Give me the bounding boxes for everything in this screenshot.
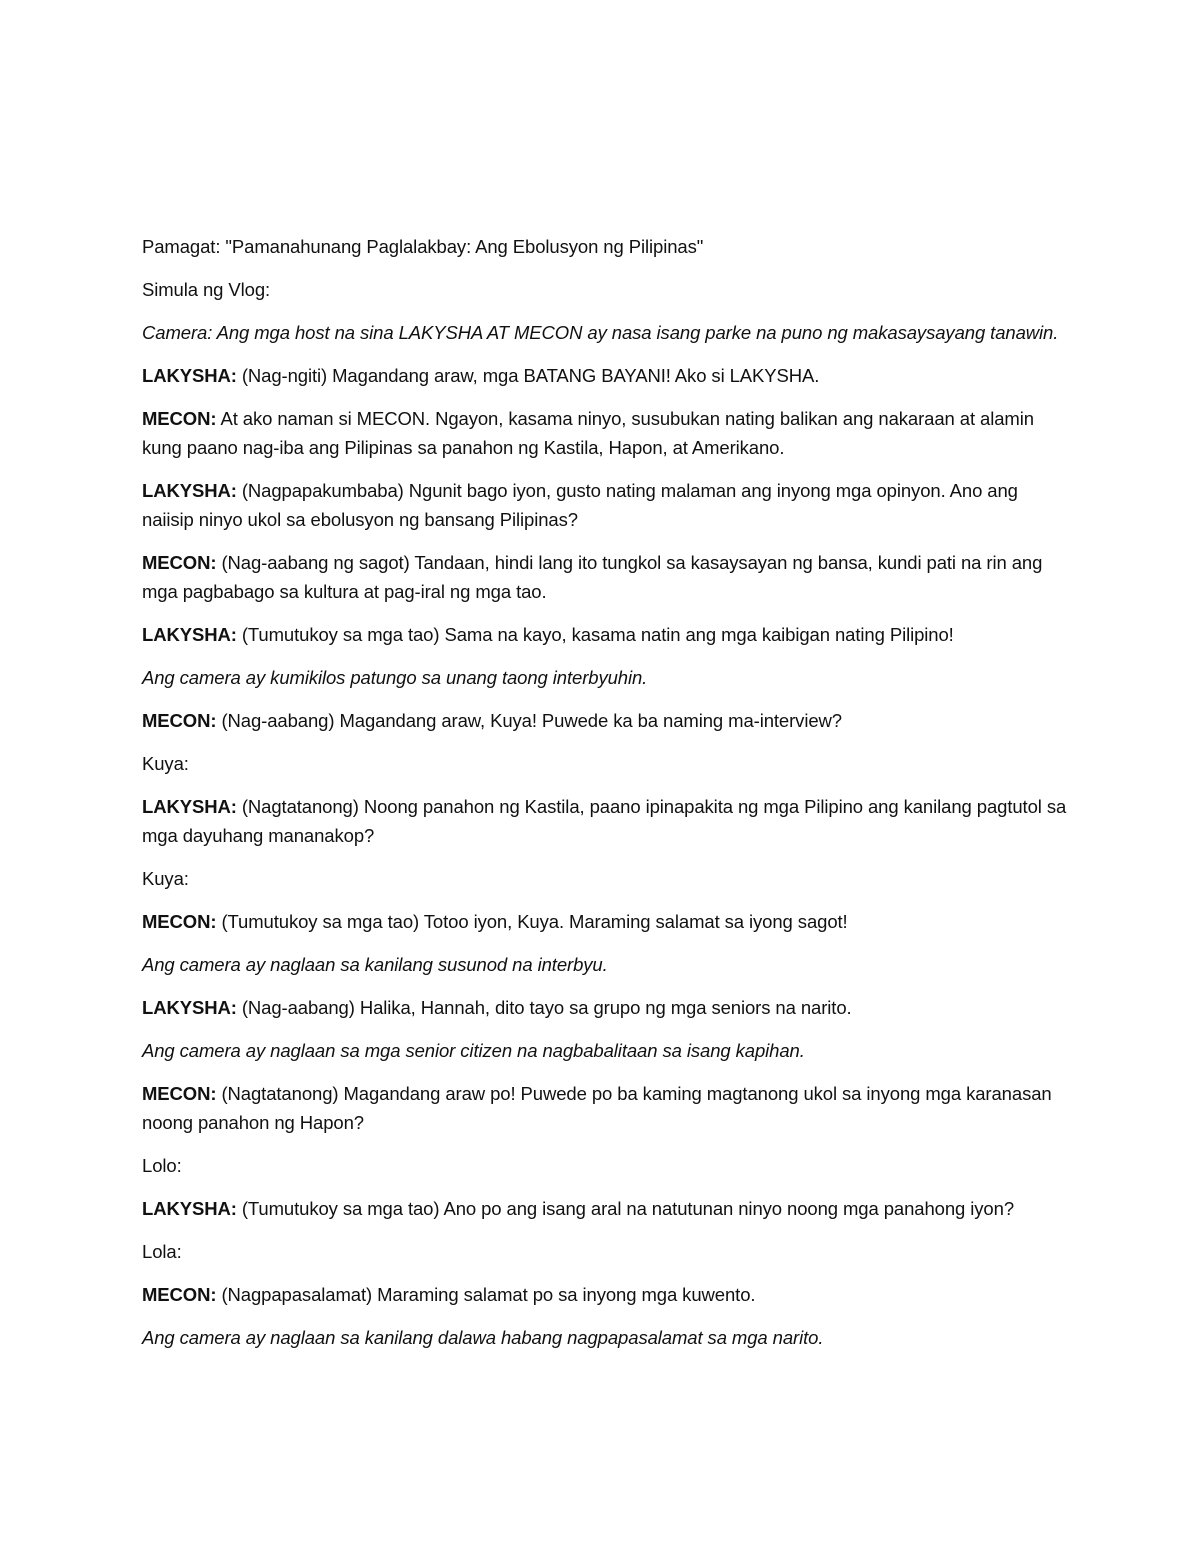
dialogue-text: (Nagtatanong) Noong panahon ng Kastila, paano ipinapakita ng mga Pilipino ang kanilang pagtutol sa mga dayuhang mananakop?	[142, 796, 1067, 846]
dialogue-line	[142, 993, 1072, 1022]
dialogue-line	[142, 361, 1072, 390]
dialogue-line	[142, 1280, 1072, 1309]
dialogue-line	[142, 792, 1072, 850]
dialogue-text: (Nagpapakumbaba) Ngunit bago iyon, gusto nating malaman ang inyong mga opinyon. Ano ang naiisip ninyo ukol sa ebolusyon ng bansang Pilipinas?	[142, 480, 1018, 530]
dialogue-text: (Nagpapasalamat) Maraming salamat po sa inyong mga kuwento.	[221, 1284, 756, 1305]
dialogue-text: (Tumutukoy sa mga tao) Ano po ang isang aral na natutunan ninyo noong mga panahong iyon?	[241, 1198, 1015, 1219]
dialogue-text: (Nag-aabang ng sagot) Tandaan, hindi lang ito tungkol sa kasaysayan ng bansa, kundi pati na rin ang mga pagbabago sa kultura at pag-iral ng mga tao.	[142, 552, 1043, 602]
dialogue-text: (Tumutukoy sa mga tao) Sama na kayo, kasama natin ang mga kaibigan nating Pilipino!	[241, 624, 954, 645]
script-line: Lola:	[142, 1241, 182, 1262]
dialogue-line	[142, 706, 1072, 735]
speaker-name: LAKYSHA:	[142, 365, 237, 386]
dialogue-line	[142, 404, 1072, 462]
dialogue-line	[142, 1194, 1072, 1223]
speaker-name: MECON:	[142, 1083, 217, 1104]
speaker-name: MECON:	[142, 552, 217, 573]
stage-direction: Ang camera ay naglaan sa kanilang susunod na interbyu.	[142, 954, 608, 975]
script-line: Lolo:	[142, 1155, 182, 1176]
dialogue-line	[142, 620, 1072, 649]
speaker-name: LAKYSHA:	[142, 1198, 237, 1219]
speaker-name: LAKYSHA:	[142, 796, 237, 817]
dialogue-line	[142, 907, 1072, 936]
dialogue-line	[142, 548, 1072, 606]
script-line: Simula ng Vlog:	[142, 279, 271, 300]
dialogue-text: (Nagtatanong) Magandang araw po! Puwede po ba kaming magtanong ukol sa inyong mga karanasan noong panahon ng Hapon?	[142, 1083, 1052, 1133]
dialogue-text: (Nag-aabang) Halika, Hannah, dito tayo sa grupo ng mga seniors na narito.	[241, 997, 852, 1018]
stage-direction: Ang camera ay naglaan sa mga senior citizen na nagbabalitaan sa isang kapihan.	[142, 1040, 805, 1061]
script-line: Kuya:	[142, 868, 189, 889]
speaker-name: MECON:	[142, 1284, 217, 1305]
dialogue-text: (Nag-aabang) Magandang araw, Kuya! Puwede ka ba naming ma-interview?	[221, 710, 842, 731]
stage-direction: Ang camera ay naglaan sa kanilang dalawa habang nagpapasalamat sa mga narito.	[142, 1327, 824, 1348]
speaker-name: MECON:	[142, 408, 217, 429]
dialogue-text: At ako naman si MECON. Ngayon, kasama ninyo, susubukan nating balikan ang nakaraan at alamin kung paano nag-iba ang Pilipinas sa panahon ng Kastila, Hapon, at Amerikano.	[142, 408, 1034, 458]
speaker-name: MECON:	[142, 710, 217, 731]
dialogue-line	[142, 1079, 1072, 1137]
speaker-name: MECON:	[142, 911, 217, 932]
stage-direction: Ang camera ay kumikilos patungo sa unang taong interbyuhin.	[142, 667, 648, 688]
script-line: Kuya:	[142, 753, 189, 774]
speaker-name: LAKYSHA:	[142, 997, 237, 1018]
dialogue-line	[142, 476, 1072, 534]
document-title: Pamagat: "Pamanahunang Paglalakbay: Ang Ebolusyon ng Pilipinas"	[142, 236, 704, 257]
speaker-name: LAKYSHA:	[142, 480, 237, 501]
dialogue-text: (Tumutukoy sa mga tao) Totoo iyon, Kuya. Maraming salamat sa iyong sagot!	[221, 911, 848, 932]
stage-direction: Camera: Ang mga host na sina LAKYSHA AT MECON ay nasa isang parke na puno ng makasaysayang tanawin.	[142, 322, 1059, 343]
script-body	[142, 232, 1072, 1366]
speaker-name: LAKYSHA:	[142, 624, 237, 645]
dialogue-text: (Nag-ngiti) Magandang araw, mga BATANG BAYANI! Ako si LAKYSHA.	[241, 365, 820, 386]
